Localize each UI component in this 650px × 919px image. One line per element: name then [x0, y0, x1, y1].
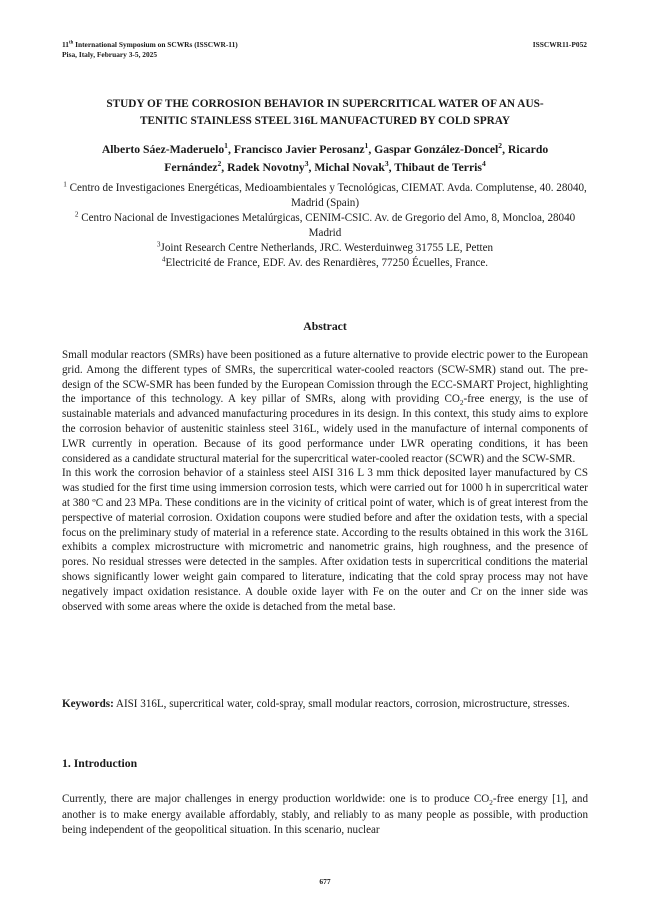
conference-location: Pisa, Italy, February 3-5, 2025 [62, 50, 158, 59]
abstract-body [62, 348, 588, 614]
abstract-paragraph: In this work the corrosion behavior of a stainless steel AISI 316 L 3 mm thick deposited layer manufactured by CS was studied for the first time using immersion corrosion tests, which were carried out for 1000 h in supercritical water at 380 ºC and 23 MPa. These conditions are in the vicinity of critical point of water, which is of great interest from the perspective of material corrosion. Oxidation coupons were studied before and after the oxidation tests, with a special focus on the preliminary study of material in a reference state. According to the results obtained in this work the 316L exhibits a complex microstructure with micrometric and nanometric grains, high roughness, and the presence of pores. No residual stresses were detected in the samples. After oxidation tests in supercritical conditions the material shows significantly lower weight gain compared to literature, indicating that the cold spray process may not have negatively impact oxidation resistance. A double oxide layer with Fe on the outer and Cr on the inner side was observed with some areas where the oxide is detached from the metal base. [62, 467, 588, 613]
author-affiliation-mark: 2 [498, 141, 503, 151]
author: Alberto Sáez-Maderuelo [101, 143, 225, 156]
keywords [62, 697, 588, 712]
keywords-label: Keywords: [62, 698, 114, 710]
author-affiliation-mark: 2 [217, 159, 222, 169]
conference-header [62, 40, 238, 60]
author-affiliation-mark: 3 [304, 159, 309, 169]
page-number: 677 [319, 877, 331, 886]
abstract-heading: Abstract [303, 320, 347, 333]
author: Michal Novak [314, 161, 385, 174]
affiliation: $^3$Joint Research Centre Netherlands, JRC. Westerduinweg 31755 LE, Petten [156, 240, 494, 254]
affiliation-list [62, 181, 588, 271]
abstract-paragraph: Small modular reactors (SMRs) have been positioned as a future alternative to provide electric power to the European grid. Among the different types of SMRs, the supercritical water-cooled reactors (SCW-SMR) stand out. The pre- design of the SCW-SMR has been funded by the European Comission through the ECC-SMART Project, highlighting the importance of this technology. A key pillar of SMRs, along with providing $CO_2$-free energy, is the use of sustainable materials and advanced manufacturing procedures in its design. In this context, this study aims to explore the corrosion behavior of austenitic stainless steel 316L, widely used in the manufacture of internal components of LWR currently in operation. Because of its good performance under LWR operating conditions, it has been considered as a candidate structural material for the supercritical water-cooled reactor (SCWR) and the SCW-SMR. [62, 349, 588, 465]
introduction-text [62, 792, 588, 839]
author-affiliation-mark: 4 [481, 159, 486, 169]
conference-name: 11th International Symposium on SCWRs (ISSCWR-11) [62, 40, 238, 49]
paper-id: ISSCWR11-P052 [532, 40, 587, 49]
author: Gaspar González-Doncel [374, 143, 499, 156]
author-list: Alberto Sáez-Maderuelo$^1$, Francisco Javier Perosanz$^1$, Gaspar González-Doncel$^2$, Ricardo Fernández$^2$, Radek Novotny$^3$, Michal Novak$^3$, Thibaut de Terris$^4$ [101, 141, 549, 174]
title-line-1: STUDY OF THE CORROSION BEHAVIOR IN SUPERCRITICAL WATER OF AN AUS- [106, 98, 544, 110]
author-affiliation-mark: 1 [224, 141, 228, 151]
affiliation: $^2$ Centro Nacional de Investigaciones Metalúrgicas, CENIM-CSIC. Av. de Gregorio del Amo, 8, Moncloa, 28040 Madrid [74, 210, 576, 239]
title-line-2: TENITIC STAINLESS STEEL 316L MANUFACTURED BY COLD SPRAY [139, 115, 511, 127]
affiliation: $^1$ Centro de Investigaciones Energéticas, Medioambientales y Tecnológicas, CIEMAT. Avda. Complutense, 40. 28040, Madrid (Spain) [63, 180, 587, 209]
affiliation: $^4$Electricité de France, EDF. Av. des Renardières, 77250 Écuelles, France. [161, 255, 489, 269]
author-affiliation-mark: 3 [384, 159, 389, 169]
body-paragraph: Currently, there are major challenges in energy production worldwide: one is to produce $CO_2$-free energy [1], and another is to make energy available affordably, stably, and reliably to as many people as possible, with production being independent of the geopolitical situation. In this scenario, nuclear [62, 793, 588, 836]
section-heading: 1. Introduction [62, 757, 138, 770]
keywords-text: AISI 316L, supercritical water, cold-spray, small modular reactors, corrosion, microstructure, stresses. [113, 698, 570, 710]
author: Radek Novotny [227, 161, 305, 174]
author-affiliation-mark: 1 [364, 141, 369, 151]
author: Francisco Javier Perosanz [233, 143, 365, 156]
author: Thibaut de Terris [394, 161, 482, 174]
paper-title [62, 96, 588, 130]
